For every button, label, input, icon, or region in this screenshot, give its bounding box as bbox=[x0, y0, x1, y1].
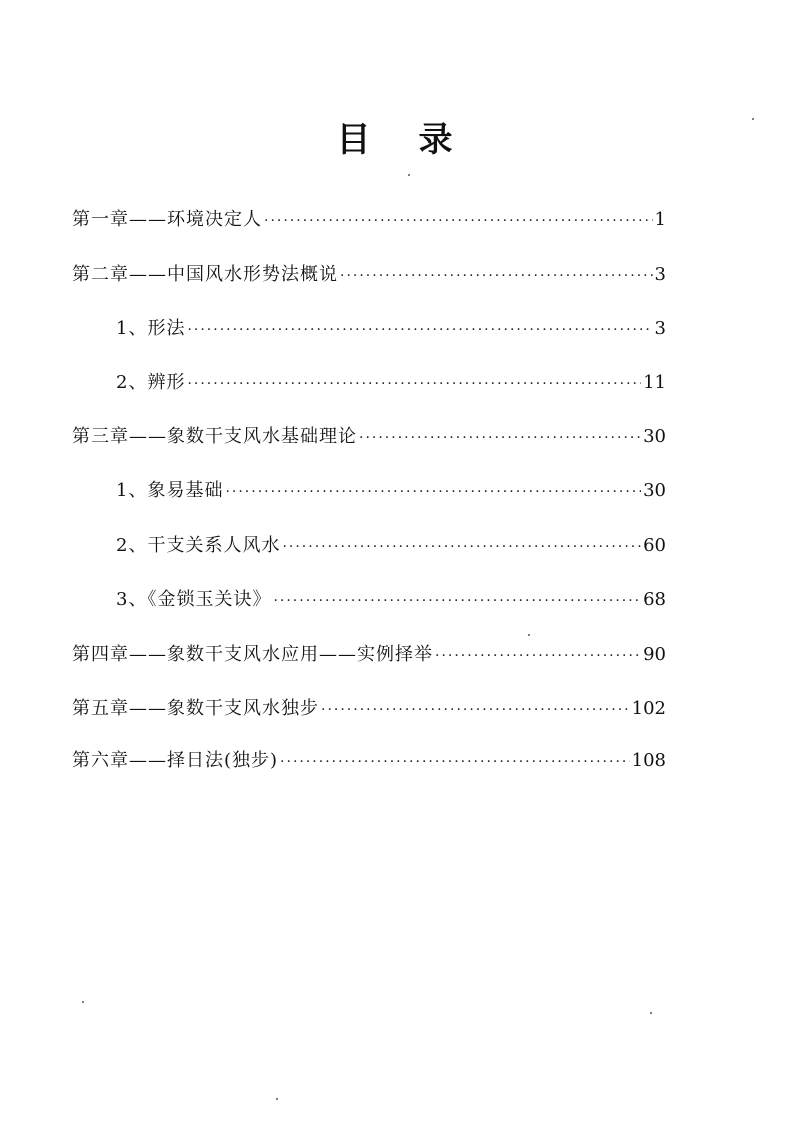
scan-speck bbox=[752, 118, 754, 120]
toc-entry-page: 60 bbox=[643, 535, 666, 556]
toc-entry-page: 108 bbox=[631, 750, 666, 771]
toc-leader-dots bbox=[282, 532, 641, 562]
toc-leader-dots bbox=[321, 695, 630, 725]
scan-speck bbox=[408, 174, 410, 176]
toc-entry-label: 1、象易基础 bbox=[116, 480, 224, 501]
toc-entry-label: 第二章——中国风水形势法概说 bbox=[72, 264, 338, 285]
scan-speck bbox=[276, 1098, 278, 1100]
toc-leader-dots bbox=[340, 261, 653, 291]
toc-entry-section-3-3[interactable] bbox=[116, 585, 666, 615]
toc-leader-dots bbox=[187, 369, 641, 399]
toc-entry-page: 3 bbox=[654, 318, 666, 339]
toc-entry-page: 90 bbox=[643, 644, 666, 665]
toc-entry-section-2-2[interactable] bbox=[116, 368, 666, 398]
toc-entry-label: 2、干支关系人风水 bbox=[116, 535, 281, 556]
toc-entry-chapter-1[interactable] bbox=[72, 205, 666, 235]
toc-entry-page: 30 bbox=[643, 480, 666, 501]
toc-entry-label: 3、《金锁玉关诀》 bbox=[116, 589, 272, 610]
scan-speck bbox=[528, 634, 530, 636]
toc-entry-label: 1、形法 bbox=[116, 318, 186, 339]
toc-leader-dots bbox=[273, 586, 641, 616]
toc-leader-dots bbox=[187, 315, 652, 345]
toc-entry-chapter-2[interactable] bbox=[72, 260, 666, 290]
toc-entry-label: 第六章——择日法(独步) bbox=[72, 750, 279, 771]
toc-entry-page: 3 bbox=[654, 264, 666, 285]
toc-entry-section-2-1[interactable] bbox=[116, 314, 666, 344]
toc-leader-dots bbox=[435, 641, 641, 671]
toc-entry-section-3-1[interactable] bbox=[116, 476, 666, 506]
toc-leader-dots bbox=[264, 206, 653, 236]
toc-entry-chapter-4[interactable] bbox=[72, 640, 666, 670]
toc-leader-dots bbox=[280, 747, 630, 777]
toc-entry-page: 30 bbox=[643, 426, 666, 447]
toc-entry-chapter-6[interactable] bbox=[72, 746, 666, 776]
toc-entry-page: 102 bbox=[631, 698, 666, 719]
toc-entry-page: 68 bbox=[643, 589, 666, 610]
toc-entry-section-3-2[interactable] bbox=[116, 531, 666, 561]
title-char-1: 目 bbox=[336, 120, 371, 160]
toc-entry-label: 2、辨形 bbox=[116, 372, 186, 393]
toc-entry-page: 1 bbox=[654, 209, 666, 230]
scan-speck bbox=[82, 1001, 84, 1003]
toc-entry-page: 11 bbox=[643, 372, 666, 393]
toc-entry-label: 第三章——象数干支风水基础理论 bbox=[72, 426, 357, 447]
toc-entry-label: 第四章——象数干支风水应用——实例择举 bbox=[72, 644, 433, 665]
title-char-2: 录 bbox=[418, 120, 453, 160]
toc-entry-chapter-3[interactable] bbox=[72, 422, 666, 452]
scan-speck bbox=[650, 1012, 652, 1014]
toc-entry-chapter-5[interactable] bbox=[72, 694, 666, 724]
toc-entry-label: 第五章——象数干支风水独步 bbox=[72, 698, 319, 719]
toc-entry-label: 第一章——环境决定人 bbox=[72, 209, 262, 230]
toc-leader-dots bbox=[359, 423, 641, 453]
toc-leader-dots bbox=[225, 477, 641, 507]
